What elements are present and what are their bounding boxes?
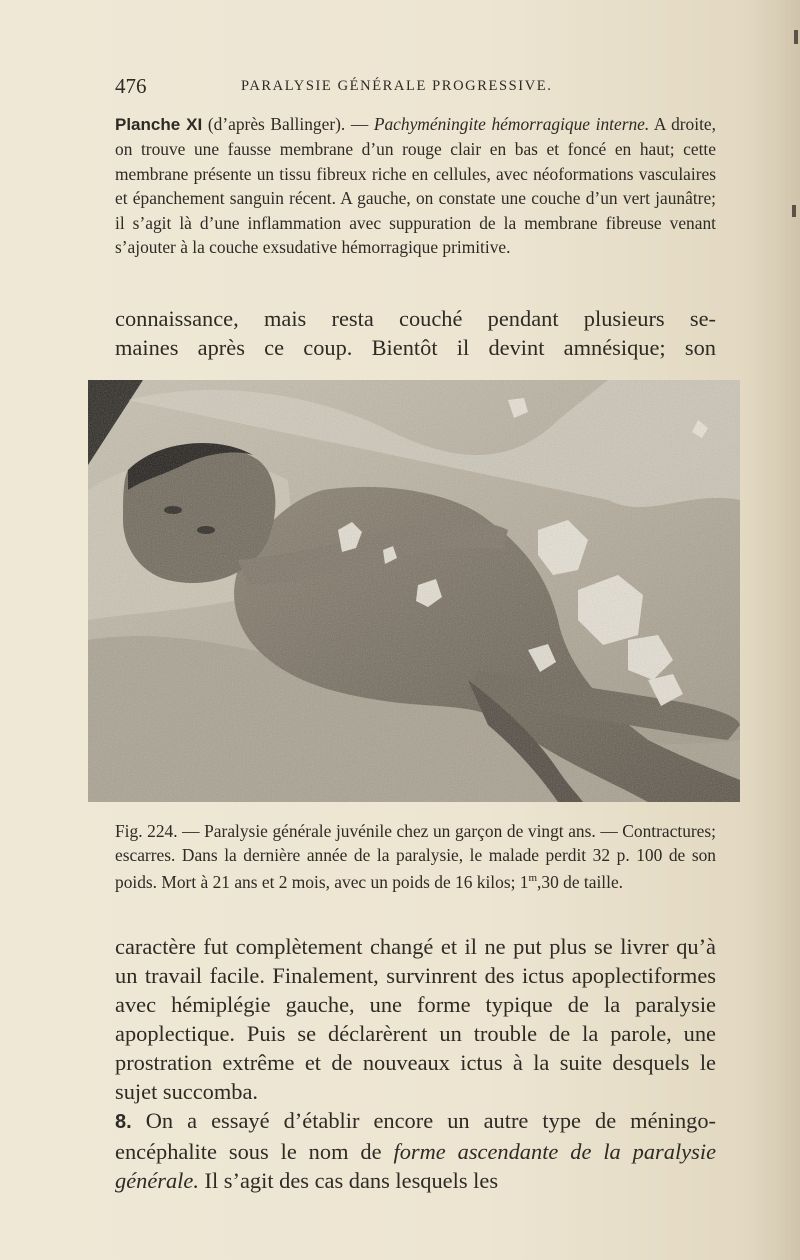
text-line: connaissance, mais resta couché pendant plusieurs se- (115, 306, 716, 331)
plate-label: Planche XI (115, 115, 203, 134)
page-header (115, 74, 715, 100)
unit-superscript: m (528, 872, 538, 885)
running-head: PARALYSIE GÉNÉRALE PROGRESSIVE. (241, 78, 553, 94)
figure-caption-end: ,30 de taille. (537, 871, 624, 892)
plate-text: A droite, on trouve une fausse membrane d’un rouge clair en bas et foncé en haut; cette membrane présente un tissu fibreux riche en cellules, avec néoformations vasculaires et épanchement sanguin récent. A gauche, on constate une couche d’un vert jaunâtre; il s’agit là d’une inflammation avec suppuration de la membrane fibreuse venant s’ajouter à la couche exsudative hémorragique primitive. (115, 114, 716, 258)
paragraph-number: 8. (115, 1111, 132, 1133)
page-number: 476 (115, 74, 147, 98)
paragraph: caractère fut complètement changé et il ne put plus se livrer qu’à un travail facile. Finalement, survinrent des ictus apoplectiformes avec hémiplégie gauche, une forme typique de la paralysie apoplectique. Puis se déclarèrent un trouble de la parole, une prostration extrême et de nouveaux ictus à la suite desquels le sujet succomba. (115, 934, 716, 1104)
body-text-top (115, 304, 716, 362)
body-text-bottom (115, 932, 716, 1195)
page-edge-mark (792, 205, 796, 217)
paragraph-italic: forme ascendante de la paralysie générale. (115, 1139, 717, 1193)
plate-caption (115, 112, 716, 259)
text-line: maines après ce coup. Bientôt il devint amnésique; son (115, 335, 716, 360)
figure-caption-text: Fig. 224. — Paralysie générale juvénile chez un garçon de vingt ans. — Contractures; escarres. Dans la dernière année de la paralysie, le malade perdit 32 p. 100 de son poids. Mort à 21 ans et 2 mois, avec un poids de 16 kilos; 1 (115, 821, 716, 892)
page-edge-mark (794, 30, 798, 44)
paragraph-text-end: Il s’agit des cas dans lesquels les (198, 1168, 499, 1193)
paragraph-text: On a essayé d’établir encore un autre type de méningo-encéphalite sous le nom de (115, 1108, 716, 1164)
plate-title: Pachyméningite hémorragique interne. (373, 114, 650, 134)
figure-photograph (88, 380, 740, 802)
figure-caption (115, 820, 716, 895)
plate-source: (d’après Ballinger). — (202, 114, 374, 134)
